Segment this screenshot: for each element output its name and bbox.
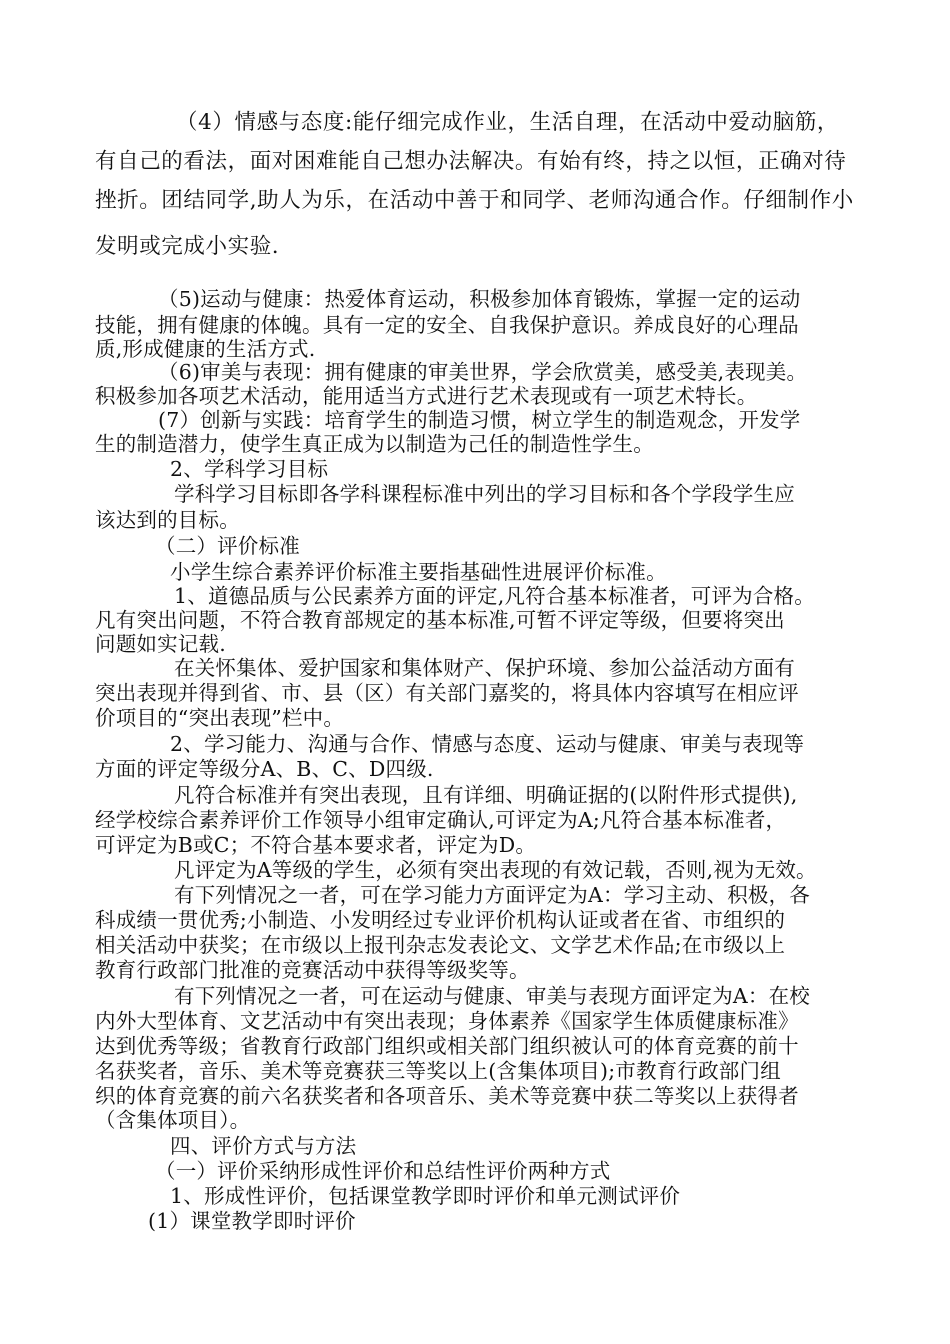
- paragraph-line: （5)运动与健康：热爱体育运动，积极参加体育锻炼，掌握一定的运动: [158, 287, 801, 311]
- section-heading: （一）评价采纳形成性评价和总结性评价两种方式: [155, 1159, 611, 1183]
- paragraph-line: 方面的评定等级分A、B、C、D四级.: [95, 757, 434, 781]
- paragraph-line: 技能，拥有健康的体魄。具有一定的安全、自我保护意识。养成良好的心理品: [95, 313, 799, 337]
- paragraph-line: 1、形成性评价，包括课堂教学即时评价和单元测试评价: [170, 1184, 681, 1208]
- paragraph-line: 可评定为B或C；不符合基本要求者，评定为D。: [95, 833, 537, 857]
- paragraph-line: 发明或完成小实验.: [95, 234, 280, 259]
- paragraph-line: （含集体项目）。: [95, 1108, 251, 1132]
- paragraph-line: 2、学习能力、沟通与合作、情感与态度、运动与健康、审美与表现等: [170, 732, 805, 756]
- section-heading: (1）课堂教学即时评价: [148, 1209, 356, 1233]
- paragraph-line: （6)审美与表现：拥有健康的审美世界，学会欣赏美，感受美,表现美。: [158, 360, 808, 384]
- paragraph-line: 有下列情况之一者，可在学习能力方面评定为A：学习主动、积极，各: [174, 883, 811, 907]
- paragraph-line: (7）创新与实践：培育学生的制造习惯，树立学生的制造观念，开发学: [158, 408, 801, 432]
- paragraph-line: 内外大型体育、文艺活动中有突出表现；身体素养《国家学生体质健康标准》: [95, 1009, 799, 1033]
- paragraph-line: 问题如实记载.: [95, 632, 226, 656]
- paragraph-line: 质,形成健康的生活方式.: [95, 337, 316, 361]
- paragraph-line: 1、道德品质与公民素养方面的评定,凡符合基本标准者，可评为合格。: [174, 584, 815, 608]
- paragraph-line: 生的制造潜力，使学生真正成为以制造为己任的制造性学生。: [95, 432, 654, 456]
- paragraph-line: 织的体育竞赛的前六名获奖者和各项音乐、美术等竞赛中获二等奖以上获得者: [95, 1084, 799, 1108]
- paragraph-line: 教育行政部门批准的竞赛活动中获得等级奖等。: [95, 958, 530, 982]
- paragraph-line: 凡有突出问题，不符合教育部规定的基本标准,可暂不评定等级，但要将突出: [95, 608, 785, 632]
- paragraph-line: 在关怀集体、爱护国家和集体财产、保护环境、参加公益活动方面有: [174, 656, 795, 680]
- paragraph-line: 该达到的目标。: [95, 508, 240, 532]
- paragraph-line: 名获奖者，音乐、美术等竞赛获三等奖以上(含集体项目);市教育行政部门组: [95, 1059, 781, 1083]
- paragraph-line: 挫折。团结同学,助人为乐，在活动中善于和同学、老师沟通合作。仔细制作小: [95, 188, 854, 213]
- paragraph-line: 达到优秀等级；省教育行政部门组织或相关部门组织被认可的体育竞赛的前十: [95, 1034, 799, 1058]
- paragraph-line: 积极参加各项艺术活动，能用适当方式进行艺术表现或有一项艺术特长。: [95, 384, 758, 408]
- paragraph-line: 凡评定为A等级的学生，必须有突出表现的有效记载，否则,视为无效。: [174, 858, 817, 882]
- section-heading: 2、学科学习目标: [170, 457, 329, 481]
- paragraph-line: （4）情感与态度:能仔细完成作业，生活自理，在活动中爱动脑筋，: [176, 110, 840, 135]
- paragraph-line: 相关活动中获奖；在市级以上报刊杂志发表论文、文学艺术作品;在市级以上: [95, 933, 786, 957]
- paragraph-line: 有自己的看法，面对困难能自己想办法解决。有始有终，持之以恒，正确对待: [95, 149, 847, 174]
- section-heading: 四、评价方式与方法: [170, 1134, 357, 1158]
- paragraph-line: 凡符合标准并有突出表现，且有详细、明确证据的(以附件形式提供),: [174, 783, 798, 807]
- section-heading: （二）评价标准: [155, 534, 300, 558]
- paragraph-line: 科成绩一贯优秀;小制造、小发明经过专业评价机构认证或者在省、市组织的: [95, 908, 786, 932]
- paragraph-line: 价项目的“突出表现”栏中。: [95, 706, 345, 730]
- paragraph-line: 突出表现并得到省、市、县（区）有关部门嘉奖的，将具体内容填写在相应评: [95, 681, 799, 705]
- paragraph-line: 有下列情况之一者，可在运动与健康、审美与表现方面评定为A：在校: [174, 984, 811, 1008]
- paragraph-line: 小学生综合素养评价标准主要指基础性进展评价标准。: [170, 560, 667, 584]
- paragraph-line: 学科学习目标即各学科课程标准中列出的学习目标和各个学段学生应: [174, 482, 795, 506]
- paragraph-line: 经学校综合素养评价工作领导小组审定确认,可评定为A;凡符合基本标准者，: [95, 808, 787, 832]
